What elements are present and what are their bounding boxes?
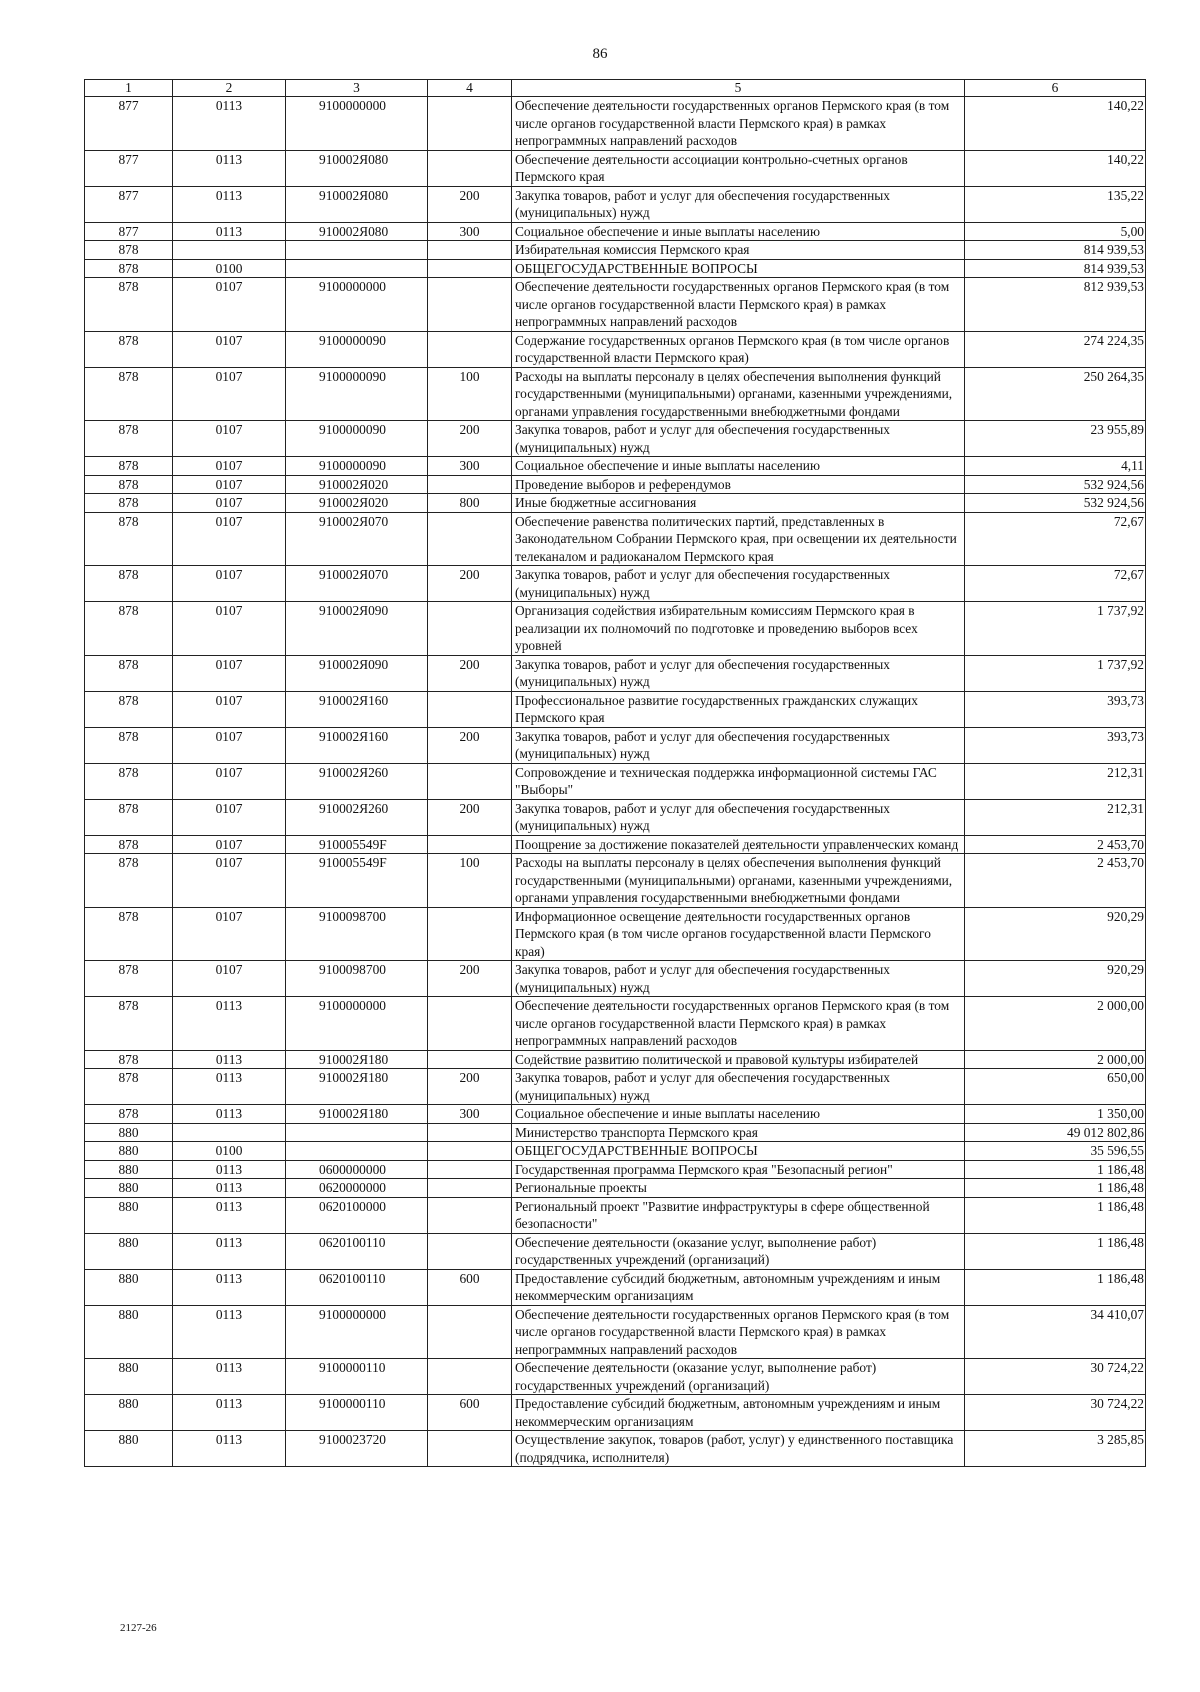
description-cell: Региональный проект "Развитие инфраструктуры в сфере общественной безопасности" — [512, 1197, 965, 1233]
target-code-cell: 9100098700 — [286, 961, 428, 997]
section-code-cell: 0107 — [173, 691, 286, 727]
section-code-cell: 0113 — [173, 997, 286, 1051]
amount-cell: 920,29 — [965, 907, 1146, 961]
target-code-cell: 9100000110 — [286, 1359, 428, 1395]
target-code-cell — [286, 241, 428, 260]
admin-code-cell: 880 — [85, 1395, 173, 1431]
section-code-cell: 0107 — [173, 512, 286, 566]
target-code-cell — [286, 259, 428, 278]
expense-type-cell: 200 — [428, 799, 512, 835]
admin-code-cell: 878 — [85, 835, 173, 854]
expense-type-cell: 100 — [428, 367, 512, 421]
expense-type-cell — [428, 1305, 512, 1359]
description-cell: Государственная программа Пермского края "Безопасный регион" — [512, 1160, 965, 1179]
amount-cell: 2 000,00 — [965, 997, 1146, 1051]
target-code-cell: 910002Я080 — [286, 222, 428, 241]
admin-code-cell: 878 — [85, 1050, 173, 1069]
description-cell: Социальное обеспечение и иные выплаты населению — [512, 1105, 965, 1124]
amount-cell: 1 186,48 — [965, 1233, 1146, 1269]
admin-code-cell: 878 — [85, 655, 173, 691]
table-row — [85, 1233, 1146, 1269]
target-code-cell: 9100000000 — [286, 997, 428, 1051]
amount-cell: 1 186,48 — [965, 1197, 1146, 1233]
section-code-cell: 0113 — [173, 186, 286, 222]
table-row — [85, 494, 1146, 513]
section-code-cell: 0107 — [173, 727, 286, 763]
admin-code-cell: 878 — [85, 1105, 173, 1124]
expense-type-cell: 100 — [428, 854, 512, 908]
header-row — [85, 80, 1146, 97]
table-row — [85, 278, 1146, 332]
description-cell: Обеспечение равенства политических партий, представленных в Законодательном Собрании Пермского края, при освещении их деятельности телеканалом и радиоканалом Пермского края — [512, 512, 965, 566]
table-row — [85, 961, 1146, 997]
admin-code-cell: 878 — [85, 691, 173, 727]
description-cell: Расходы на выплаты персоналу в целях обеспечения выполнения функций государственными (муниципальными) органами, казенными учреждениями, органами управления государственными внебюджетными фондами — [512, 854, 965, 908]
section-code-cell: 0107 — [173, 763, 286, 799]
description-cell: Проведение выборов и референдумов — [512, 475, 965, 494]
description-cell: Организация содействия избирательным комиссиям Пермского края в реализации их полномочий по подготовке и проведению выборов всех уровней — [512, 602, 965, 656]
section-code-cell: 0107 — [173, 961, 286, 997]
table-row — [85, 835, 1146, 854]
description-cell: Расходы на выплаты персоналу в целях обеспечения выполнения функций государственными (муниципальными) органами, казенными учреждениями, органами управления государственными внебюджетными фондами — [512, 367, 965, 421]
table-row — [85, 331, 1146, 367]
description-cell: Закупка товаров, работ и услуг для обеспечения государственных (муниципальных) нужд — [512, 1069, 965, 1105]
description-cell: Обеспечение деятельности государственных органов Пермского края (в том числе органов государственной власти Пермского края) в рамках непрограммных направлений расходов — [512, 997, 965, 1051]
description-cell: Обеспечение деятельности государственных органов Пермского края (в том числе органов государственной власти Пермского края) в рамках непрограммных направлений расходов — [512, 278, 965, 332]
amount-cell: 23 955,89 — [965, 421, 1146, 457]
amount-cell: 3 285,85 — [965, 1431, 1146, 1467]
amount-cell: 250 264,35 — [965, 367, 1146, 421]
amount-cell: 72,67 — [965, 566, 1146, 602]
admin-code-cell: 880 — [85, 1431, 173, 1467]
section-code-cell: 0113 — [173, 1069, 286, 1105]
section-code-cell: 0113 — [173, 222, 286, 241]
admin-code-cell: 878 — [85, 799, 173, 835]
section-code-cell: 0107 — [173, 457, 286, 476]
table-row — [85, 907, 1146, 961]
section-code-cell: 0107 — [173, 566, 286, 602]
target-code-cell: 9100000090 — [286, 457, 428, 476]
target-code-cell — [286, 1142, 428, 1161]
amount-cell: 72,67 — [965, 512, 1146, 566]
budget-table — [84, 79, 1146, 1467]
table-row — [85, 1050, 1146, 1069]
admin-code-cell: 878 — [85, 854, 173, 908]
description-cell: Осуществление закупок, товаров (работ, услуг) у единственного поставщика (подрядчика, исполнителя) — [512, 1431, 965, 1467]
section-code-cell: 0107 — [173, 854, 286, 908]
admin-code-cell: 878 — [85, 961, 173, 997]
admin-code-cell: 878 — [85, 907, 173, 961]
table-row — [85, 241, 1146, 260]
expense-type-cell — [428, 1142, 512, 1161]
description-cell: Содержание государственных органов Пермского края (в том числе органов государственной власти Пермского края) — [512, 331, 965, 367]
section-code-cell: 0107 — [173, 602, 286, 656]
expense-type-cell — [428, 835, 512, 854]
target-code-cell: 910002Я180 — [286, 1105, 428, 1124]
table-row — [85, 150, 1146, 186]
expense-type-cell: 300 — [428, 1105, 512, 1124]
amount-cell: 4,11 — [965, 457, 1146, 476]
section-code-cell: 0107 — [173, 907, 286, 961]
description-cell: Закупка товаров, работ и услуг для обеспечения государственных (муниципальных) нужд — [512, 655, 965, 691]
section-code-cell: 0113 — [173, 1431, 286, 1467]
section-code-cell: 0107 — [173, 421, 286, 457]
admin-code-cell: 877 — [85, 186, 173, 222]
amount-cell: 2 000,00 — [965, 1050, 1146, 1069]
expense-type-cell — [428, 1359, 512, 1395]
header-cell: 4 — [428, 80, 512, 97]
admin-code-cell: 880 — [85, 1123, 173, 1142]
document-code: 2127-26 — [120, 1622, 157, 1634]
expense-type-cell: 600 — [428, 1395, 512, 1431]
admin-code-cell: 878 — [85, 566, 173, 602]
target-code-cell: 9100000000 — [286, 97, 428, 151]
admin-code-cell: 878 — [85, 602, 173, 656]
description-cell: Обеспечение деятельности ассоциации контрольно-счетных органов Пермского края — [512, 150, 965, 186]
description-cell: Информационное освещение деятельности государственных органов Пермского края (в том числе органов государственной власти Пермского края) — [512, 907, 965, 961]
section-code-cell: 0107 — [173, 367, 286, 421]
description-cell: Региональные проекты — [512, 1179, 965, 1198]
section-code-cell — [173, 1123, 286, 1142]
admin-code-cell: 878 — [85, 763, 173, 799]
table-row — [85, 1069, 1146, 1105]
table-row — [85, 1197, 1146, 1233]
expense-type-cell — [428, 1233, 512, 1269]
admin-code-cell: 878 — [85, 367, 173, 421]
amount-cell: 30 724,22 — [965, 1359, 1146, 1395]
amount-cell: 35 596,55 — [965, 1142, 1146, 1161]
header-cell: 6 — [965, 80, 1146, 97]
table-row — [85, 1142, 1146, 1161]
section-code-cell: 0113 — [173, 150, 286, 186]
section-code-cell: 0113 — [173, 97, 286, 151]
description-cell: Социальное обеспечение и иные выплаты населению — [512, 222, 965, 241]
target-code-cell: 910002Я020 — [286, 494, 428, 513]
amount-cell: 5,00 — [965, 222, 1146, 241]
table-row — [85, 602, 1146, 656]
table-row — [85, 1179, 1146, 1198]
target-code-cell: 0620100110 — [286, 1233, 428, 1269]
admin-code-cell: 880 — [85, 1269, 173, 1305]
table-row — [85, 457, 1146, 476]
expense-type-cell: 600 — [428, 1269, 512, 1305]
table-row — [85, 259, 1146, 278]
amount-cell: 212,31 — [965, 799, 1146, 835]
admin-code-cell: 878 — [85, 241, 173, 260]
amount-cell: 920,29 — [965, 961, 1146, 997]
description-cell: Обеспечение деятельности (оказание услуг, выполнение работ) государственных учреждений (организаций) — [512, 1233, 965, 1269]
admin-code-cell: 880 — [85, 1160, 173, 1179]
amount-cell: 1 737,92 — [965, 602, 1146, 656]
expense-type-cell — [428, 997, 512, 1051]
table-row — [85, 97, 1146, 151]
section-code-cell: 0113 — [173, 1233, 286, 1269]
description-cell: Закупка товаров, работ и услуг для обеспечения государственных (муниципальных) нужд — [512, 421, 965, 457]
admin-code-cell: 880 — [85, 1359, 173, 1395]
expense-type-cell — [428, 1431, 512, 1467]
target-code-cell: 9100000000 — [286, 1305, 428, 1359]
description-cell: Предоставление субсидий бюджетным, автономным учреждениям и иным некоммерческим организациям — [512, 1395, 965, 1431]
amount-cell: 1 737,92 — [965, 655, 1146, 691]
admin-code-cell: 880 — [85, 1142, 173, 1161]
admin-code-cell: 878 — [85, 278, 173, 332]
amount-cell: 1 186,48 — [965, 1269, 1146, 1305]
description-cell: Закупка товаров, работ и услуг для обеспечения государственных (муниципальных) нужд — [512, 186, 965, 222]
admin-code-cell: 878 — [85, 475, 173, 494]
admin-code-cell: 878 — [85, 1069, 173, 1105]
table-row — [85, 421, 1146, 457]
description-cell: ОБЩЕГОСУДАРСТВЕННЫЕ ВОПРОСЫ — [512, 1142, 965, 1161]
table-row — [85, 1160, 1146, 1179]
table-row — [85, 763, 1146, 799]
table-row — [85, 475, 1146, 494]
expense-type-cell: 200 — [428, 655, 512, 691]
target-code-cell: 910002Я160 — [286, 727, 428, 763]
section-code-cell: 0113 — [173, 1160, 286, 1179]
expense-type-cell — [428, 150, 512, 186]
admin-code-cell: 878 — [85, 421, 173, 457]
table-row — [85, 854, 1146, 908]
amount-cell: 49 012 802,86 — [965, 1123, 1146, 1142]
expense-type-cell: 200 — [428, 186, 512, 222]
section-code-cell: 0107 — [173, 799, 286, 835]
target-code-cell: 910002Я260 — [286, 799, 428, 835]
expense-type-cell — [428, 907, 512, 961]
description-cell: Закупка товаров, работ и услуг для обеспечения государственных (муниципальных) нужд — [512, 799, 965, 835]
target-code-cell: 910002Я180 — [286, 1069, 428, 1105]
table-header — [85, 80, 1146, 97]
description-cell: Иные бюджетные ассигнования — [512, 494, 965, 513]
admin-code-cell: 880 — [85, 1305, 173, 1359]
table-row — [85, 1269, 1146, 1305]
expense-type-cell — [428, 763, 512, 799]
page-number: 86 — [592, 46, 608, 62]
section-code-cell: 0113 — [173, 1269, 286, 1305]
target-code-cell: 9100000090 — [286, 421, 428, 457]
description-cell: Закупка товаров, работ и услуг для обеспечения государственных (муниципальных) нужд — [512, 727, 965, 763]
target-code-cell: 0600000000 — [286, 1160, 428, 1179]
expense-type-cell: 300 — [428, 222, 512, 241]
expense-type-cell — [428, 1050, 512, 1069]
amount-cell: 393,73 — [965, 727, 1146, 763]
expense-type-cell — [428, 1123, 512, 1142]
section-code-cell: 0107 — [173, 331, 286, 367]
expense-type-cell — [428, 97, 512, 151]
target-code-cell: 9100098700 — [286, 907, 428, 961]
section-code-cell: 0100 — [173, 259, 286, 278]
expense-type-cell — [428, 1197, 512, 1233]
amount-cell: 532 924,56 — [965, 494, 1146, 513]
target-code-cell: 910002Я090 — [286, 602, 428, 656]
target-code-cell: 910002Я080 — [286, 186, 428, 222]
table-row — [85, 1305, 1146, 1359]
section-code-cell: 0107 — [173, 655, 286, 691]
section-code-cell: 0107 — [173, 278, 286, 332]
target-code-cell: 0620100110 — [286, 1269, 428, 1305]
admin-code-cell: 878 — [85, 331, 173, 367]
expense-type-cell — [428, 259, 512, 278]
description-cell: Обеспечение деятельности государственных органов Пермского края (в том числе органов государственной власти Пермского края) в рамках непрограммных направлений расходов — [512, 1305, 965, 1359]
expense-type-cell — [428, 1179, 512, 1198]
table-row — [85, 1105, 1146, 1124]
admin-code-cell: 878 — [85, 512, 173, 566]
target-code-cell: 9100000000 — [286, 278, 428, 332]
admin-code-cell: 878 — [85, 457, 173, 476]
admin-code-cell: 878 — [85, 494, 173, 513]
section-code-cell — [173, 241, 286, 260]
table-row — [85, 367, 1146, 421]
amount-cell: 274 224,35 — [965, 331, 1146, 367]
section-code-cell: 0113 — [173, 1395, 286, 1431]
section-code-cell: 0113 — [173, 1105, 286, 1124]
section-code-cell: 0113 — [173, 1197, 286, 1233]
table-row — [85, 997, 1146, 1051]
description-cell: Закупка товаров, работ и услуг для обеспечения государственных (муниципальных) нужд — [512, 961, 965, 997]
expense-type-cell — [428, 278, 512, 332]
amount-cell: 34 410,07 — [965, 1305, 1146, 1359]
target-code-cell: 9100000090 — [286, 331, 428, 367]
target-code-cell: 910005549F — [286, 835, 428, 854]
description-cell: Избирательная комиссия Пермского края — [512, 241, 965, 260]
table-row — [85, 655, 1146, 691]
admin-code-cell: 878 — [85, 727, 173, 763]
admin-code-cell: 877 — [85, 150, 173, 186]
header-cell: 5 — [512, 80, 965, 97]
expense-type-cell: 300 — [428, 457, 512, 476]
target-code-cell: 0620000000 — [286, 1179, 428, 1198]
table-body — [85, 97, 1146, 1467]
expense-type-cell — [428, 241, 512, 260]
amount-cell: 140,22 — [965, 97, 1146, 151]
description-cell: Поощрение за достижение показателей деятельности управленческих команд — [512, 835, 965, 854]
table-row — [85, 799, 1146, 835]
target-code-cell: 910002Я080 — [286, 150, 428, 186]
section-code-cell: 0113 — [173, 1305, 286, 1359]
table-row — [85, 1395, 1146, 1431]
table-row — [85, 512, 1146, 566]
expense-type-cell: 200 — [428, 421, 512, 457]
section-code-cell: 0107 — [173, 494, 286, 513]
target-code-cell: 910002Я090 — [286, 655, 428, 691]
target-code-cell: 910002Я180 — [286, 1050, 428, 1069]
admin-code-cell: 878 — [85, 259, 173, 278]
target-code-cell: 910002Я020 — [286, 475, 428, 494]
description-cell: Социальное обеспечение и иные выплаты населению — [512, 457, 965, 476]
admin-code-cell: 880 — [85, 1233, 173, 1269]
table-row — [85, 1359, 1146, 1395]
table-row — [85, 691, 1146, 727]
amount-cell: 650,00 — [965, 1069, 1146, 1105]
amount-cell: 140,22 — [965, 150, 1146, 186]
section-code-cell: 0107 — [173, 835, 286, 854]
expense-type-cell — [428, 691, 512, 727]
amount-cell: 532 924,56 — [965, 475, 1146, 494]
description-cell: ОБЩЕГОСУДАРСТВЕННЫЕ ВОПРОСЫ — [512, 259, 965, 278]
table-row — [85, 566, 1146, 602]
section-code-cell: 0107 — [173, 475, 286, 494]
expense-type-cell: 200 — [428, 566, 512, 602]
target-code-cell: 0620100000 — [286, 1197, 428, 1233]
target-code-cell: 9100023720 — [286, 1431, 428, 1467]
description-cell: Обеспечение деятельности (оказание услуг, выполнение работ) государственных учреждений (организаций) — [512, 1359, 965, 1395]
amount-cell: 814 939,53 — [965, 241, 1146, 260]
admin-code-cell: 878 — [85, 997, 173, 1051]
description-cell: Министерство транспорта Пермского края — [512, 1123, 965, 1142]
target-code-cell: 910002Я070 — [286, 512, 428, 566]
header-cell: 1 — [85, 80, 173, 97]
admin-code-cell: 877 — [85, 97, 173, 151]
amount-cell: 812 939,53 — [965, 278, 1146, 332]
section-code-cell: 0100 — [173, 1142, 286, 1161]
description-cell: Содействие развитию политической и правовой культуры избирателей — [512, 1050, 965, 1069]
amount-cell: 212,31 — [965, 763, 1146, 799]
admin-code-cell: 880 — [85, 1197, 173, 1233]
amount-cell: 2 453,70 — [965, 854, 1146, 908]
expense-type-cell — [428, 331, 512, 367]
amount-cell: 30 724,22 — [965, 1395, 1146, 1431]
description-cell: Профессиональное развитие государственных гражданских служащих Пермского края — [512, 691, 965, 727]
amount-cell: 814 939,53 — [965, 259, 1146, 278]
target-code-cell: 910002Я160 — [286, 691, 428, 727]
table-row — [85, 727, 1146, 763]
section-code-cell: 0113 — [173, 1179, 286, 1198]
expense-type-cell: 800 — [428, 494, 512, 513]
amount-cell: 135,22 — [965, 186, 1146, 222]
target-code-cell — [286, 1123, 428, 1142]
amount-cell: 393,73 — [965, 691, 1146, 727]
expense-type-cell — [428, 602, 512, 656]
amount-cell: 1 350,00 — [965, 1105, 1146, 1124]
description-cell: Предоставление субсидий бюджетным, автономным учреждениям и иным некоммерческим организациям — [512, 1269, 965, 1305]
table-row — [85, 1431, 1146, 1467]
amount-cell: 2 453,70 — [965, 835, 1146, 854]
description-cell: Обеспечение деятельности государственных органов Пермского края (в том числе органов государственной власти Пермского края) в рамках непрограммных направлений расходов — [512, 97, 965, 151]
table-row — [85, 222, 1146, 241]
section-code-cell: 0113 — [173, 1050, 286, 1069]
expense-type-cell — [428, 1160, 512, 1179]
amount-cell: 1 186,48 — [965, 1179, 1146, 1198]
admin-code-cell: 877 — [85, 222, 173, 241]
target-code-cell: 9100000110 — [286, 1395, 428, 1431]
header-cell: 2 — [173, 80, 286, 97]
admin-code-cell: 880 — [85, 1179, 173, 1198]
table-row — [85, 1123, 1146, 1142]
expense-type-cell: 200 — [428, 961, 512, 997]
expense-type-cell — [428, 512, 512, 566]
description-cell: Закупка товаров, работ и услуг для обеспечения государственных (муниципальных) нужд — [512, 566, 965, 602]
target-code-cell: 9100000090 — [286, 367, 428, 421]
header-cell: 3 — [286, 80, 428, 97]
expense-type-cell — [428, 475, 512, 494]
table-row — [85, 186, 1146, 222]
description-cell: Сопровождение и техническая поддержка информационной системы ГАС "Выборы" — [512, 763, 965, 799]
target-code-cell: 910005549F — [286, 854, 428, 908]
amount-cell: 1 186,48 — [965, 1160, 1146, 1179]
expense-type-cell: 200 — [428, 727, 512, 763]
target-code-cell: 910002Я260 — [286, 763, 428, 799]
expense-type-cell: 200 — [428, 1069, 512, 1105]
section-code-cell: 0113 — [173, 1359, 286, 1395]
target-code-cell: 910002Я070 — [286, 566, 428, 602]
